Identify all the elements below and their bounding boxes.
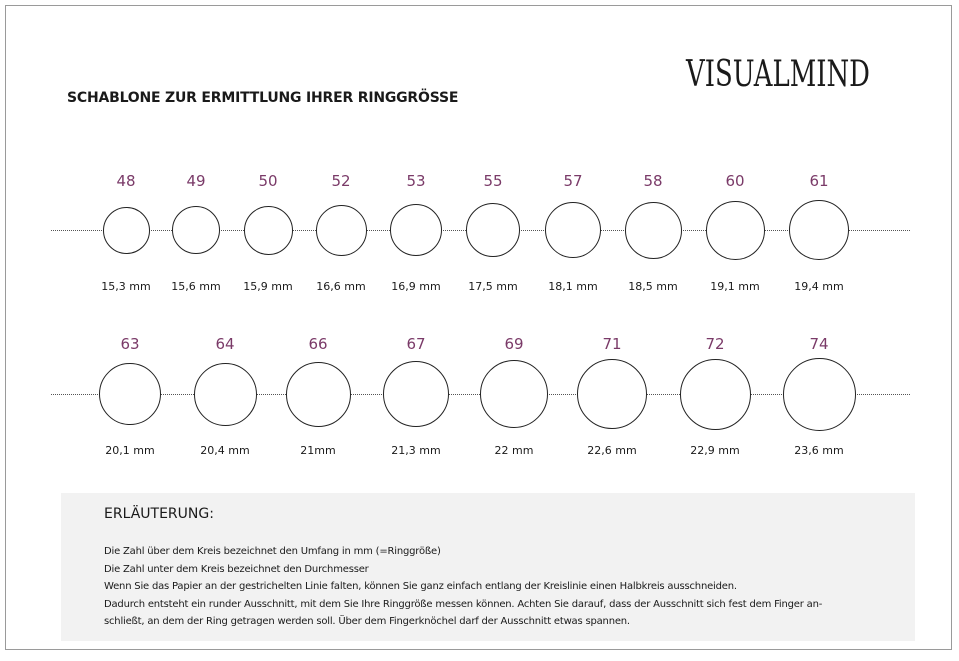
ring-size-label: 71 [602,335,622,353]
ring-size-label: 69 [504,335,524,353]
ring-circle [577,359,647,429]
ring-circle [390,204,442,256]
ring-diameter-label: 21,3 mm [391,444,441,457]
ring-circle [286,362,351,427]
ring-diameter-label: 22,9 mm [690,444,740,457]
ring-diameter-label: 15,3 mm [101,280,151,293]
ring-diameter-label: 21mm [300,444,336,457]
ring-diameter-label: 20,4 mm [200,444,250,457]
ring-diameter-label: 23,6 mm [794,444,844,457]
explanation-line: Die Zahl unter dem Kreis bezeichnet den Durchmesser [104,563,369,575]
ring-size-label: 67 [406,335,426,353]
ring-size-label: 64 [215,335,235,353]
explanation-line: Wenn Sie das Papier an der gestrichelten Linie falten, können Sie ganz einfach entlang der Kreislinie einen Halbkreis ausschneiden. [104,581,737,593]
ring-circle [99,363,161,425]
ring-circle [244,206,293,255]
template-sheet [5,5,952,650]
ring-diameter-label: 18,1 mm [548,280,598,293]
ring-size-label: 58 [643,172,663,190]
ring-circle [789,200,849,260]
ring-size-label: 61 [809,172,829,190]
ring-circle [172,206,220,254]
ring-diameter-label: 19,1 mm [710,280,760,293]
explanation-line: Die Zahl über dem Kreis bezeichnet den Umfang in mm (=Ringgröße) [104,546,441,557]
ring-size-label: 60 [725,172,745,190]
ring-circle [466,203,520,257]
ring-circle [545,202,601,258]
ring-circle [680,359,751,430]
ring-size-label: 55 [483,172,503,190]
ring-diameter-label: 18,5 mm [628,280,678,293]
ring-circle [103,207,150,254]
ring-size-label: 53 [406,172,426,190]
brand-logo: VISUALMIND [686,54,870,95]
ring-diameter-label: 17,5 mm [468,280,518,293]
ring-diameter-label: 20,1 mm [105,444,155,457]
explanation-heading: ERLÄUTERUNG: [104,506,214,522]
ring-size-label: 57 [563,172,583,190]
page-title: SCHABLONE ZUR ERMITTLUNG IHRER RINGGRÖSSE [67,90,459,106]
ring-diameter-label: 19,4 mm [794,280,844,293]
ring-diameter-label: 22,6 mm [587,444,637,457]
ring-size-label: 49 [186,172,206,190]
explanation-text [104,543,894,631]
explanation-panel [61,493,915,641]
ring-circle [316,205,367,256]
ring-diameter-label: 16,9 mm [391,280,441,293]
ring-size-label: 50 [258,172,278,190]
ring-circle [783,358,856,431]
ring-circle [706,201,765,260]
ring-diameter-label: 15,9 mm [243,280,293,293]
ring-size-label: 66 [308,335,328,353]
ring-diameter-label: 16,6 mm [316,280,366,293]
ring-circle [194,363,257,426]
ring-circle [480,360,548,428]
explanation-line: Dadurch entsteht ein runder Ausschnitt, mit dem Sie Ihre Ringgröße messen können. Achten Sie darauf, dass der Ausschnitt sich fest dem Finger an- [104,598,823,610]
ring-size-label: 48 [116,172,136,190]
ring-circle [383,361,449,427]
ring-size-label: 52 [331,172,351,190]
ring-size-label: 74 [809,335,829,353]
explanation-line: schließt, an dem der Ring getragen werden soll. Über dem Fingerknöchel darf der Ausschnitt etwas spannen. [104,616,630,628]
ring-size-label: 63 [120,335,140,353]
ring-circle [625,202,682,259]
ring-diameter-label: 15,6 mm [171,280,221,293]
ring-diameter-label: 22 mm [494,444,534,457]
ring-size-label: 72 [705,335,725,353]
